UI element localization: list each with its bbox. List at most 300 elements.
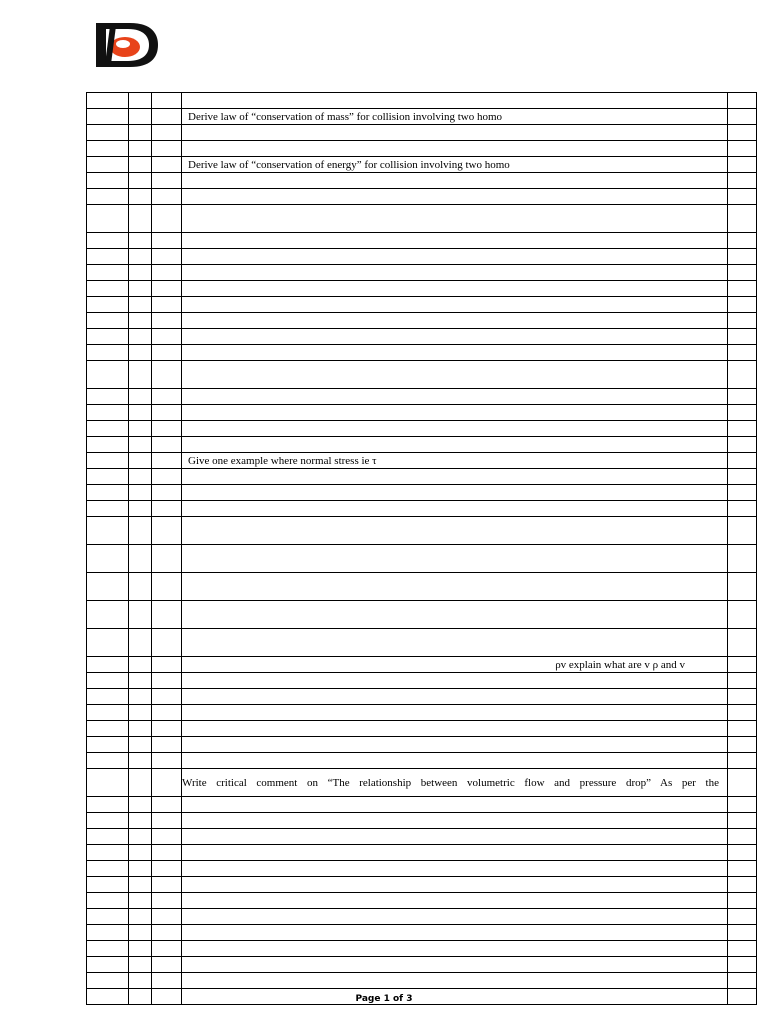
grid-cell xyxy=(728,485,757,501)
grid-cell xyxy=(129,753,152,769)
grid-cell xyxy=(728,125,757,141)
grid-cell xyxy=(87,421,129,437)
grid-cell xyxy=(129,205,152,233)
grid-cell xyxy=(129,437,152,453)
grid-cell xyxy=(87,545,129,573)
grid-cell xyxy=(152,421,182,437)
question-cell: Give one example where normal stress ie τ xyxy=(182,453,728,469)
grid-cell xyxy=(87,673,129,689)
grid-cell xyxy=(152,845,182,861)
question-cell xyxy=(182,329,728,345)
grid-cell xyxy=(129,689,152,705)
question-cell xyxy=(182,517,728,545)
table-row xyxy=(87,909,757,925)
question-cell xyxy=(182,545,728,573)
question-cell xyxy=(182,877,728,893)
question-cell xyxy=(182,957,728,973)
grid-cell xyxy=(728,657,757,673)
table-row xyxy=(87,389,757,405)
table-row xyxy=(87,829,757,845)
question-cell xyxy=(182,689,728,705)
grid-cell xyxy=(728,845,757,861)
grid-cell xyxy=(728,673,757,689)
grid-cell xyxy=(87,437,129,453)
grid-cell xyxy=(129,705,152,721)
grid-cell xyxy=(728,705,757,721)
grid-cell xyxy=(129,501,152,517)
grid-cell xyxy=(728,737,757,753)
grid-cell xyxy=(152,941,182,957)
grid-cell xyxy=(129,265,152,281)
grid-cell xyxy=(152,205,182,233)
table-row xyxy=(87,141,757,157)
grid-cell xyxy=(728,689,757,705)
question-cell xyxy=(182,421,728,437)
grid-cell xyxy=(152,189,182,205)
question-cell xyxy=(182,437,728,453)
grid-cell xyxy=(728,941,757,957)
grid-cell xyxy=(129,877,152,893)
grid-cell xyxy=(129,469,152,485)
grid-cell xyxy=(129,629,152,657)
grid-cell xyxy=(728,389,757,405)
grid-cell xyxy=(728,157,757,173)
question-cell xyxy=(182,797,728,813)
grid-cell xyxy=(728,501,757,517)
grid-cell xyxy=(129,249,152,265)
question-cell xyxy=(182,909,728,925)
question-cell xyxy=(182,361,728,389)
table-row xyxy=(87,893,757,909)
grid-cell xyxy=(152,345,182,361)
grid-cell xyxy=(129,737,152,753)
grid-cell xyxy=(152,297,182,313)
grid-cell xyxy=(728,313,757,329)
question-cell xyxy=(182,925,728,941)
grid-cell xyxy=(87,861,129,877)
grid-cell xyxy=(152,689,182,705)
grid-cell xyxy=(728,281,757,297)
grid-cell xyxy=(129,573,152,601)
question-cell xyxy=(182,189,728,205)
table-row xyxy=(87,721,757,737)
grid-cell xyxy=(129,233,152,249)
grid-cell xyxy=(87,313,129,329)
grid-cell xyxy=(152,389,182,405)
question-cell xyxy=(182,705,728,721)
table-row xyxy=(87,421,757,437)
table-row xyxy=(87,297,757,313)
grid-cell xyxy=(129,329,152,345)
grid-cell xyxy=(129,189,152,205)
grid-cell xyxy=(87,125,129,141)
grid-cell xyxy=(152,973,182,989)
question-cell xyxy=(182,281,728,297)
grid-cell xyxy=(87,517,129,545)
grid-cell xyxy=(152,673,182,689)
grid-cell xyxy=(87,877,129,893)
grid-cell xyxy=(129,657,152,673)
table-row xyxy=(87,249,757,265)
grid-cell xyxy=(87,173,129,189)
grid-cell xyxy=(87,753,129,769)
grid-cell xyxy=(87,93,129,109)
grid-cell xyxy=(129,313,152,329)
grid-cell xyxy=(87,485,129,501)
grid-cell xyxy=(152,469,182,485)
grid-cell xyxy=(87,657,129,673)
table-row xyxy=(87,329,757,345)
question-cell xyxy=(182,405,728,421)
table-row xyxy=(87,813,757,829)
grid-cell xyxy=(129,125,152,141)
grid-cell xyxy=(87,265,129,281)
grid-cell xyxy=(152,173,182,189)
grid-cell xyxy=(87,705,129,721)
grid-cell xyxy=(87,893,129,909)
grid-cell xyxy=(728,345,757,361)
grid-cell xyxy=(129,973,152,989)
grid-cell xyxy=(129,721,152,737)
grid-cell xyxy=(728,329,757,345)
grid-cell xyxy=(152,813,182,829)
grid-cell xyxy=(129,141,152,157)
table-row xyxy=(87,517,757,545)
grid-cell xyxy=(129,109,152,125)
grid-cell xyxy=(129,361,152,389)
grid-cell xyxy=(87,389,129,405)
grid-cell xyxy=(152,573,182,601)
table-row xyxy=(87,109,757,125)
table-row xyxy=(87,157,757,173)
grid-cell xyxy=(129,925,152,941)
grid-cell xyxy=(728,601,757,629)
grid-cell xyxy=(728,109,757,125)
grid-cell xyxy=(87,737,129,753)
grid-cell xyxy=(87,769,129,797)
grid-cell xyxy=(129,405,152,421)
grid-cell xyxy=(87,469,129,485)
table-row xyxy=(87,501,757,517)
question-cell xyxy=(182,721,728,737)
grid-cell xyxy=(728,421,757,437)
grid-cell xyxy=(152,925,182,941)
grid-cell xyxy=(728,893,757,909)
table-row xyxy=(87,233,757,249)
grid-cell xyxy=(87,205,129,233)
grid-cell xyxy=(87,109,129,125)
grid-cell xyxy=(152,517,182,545)
question-cell xyxy=(182,813,728,829)
grid-cell xyxy=(129,893,152,909)
question-cell xyxy=(182,141,728,157)
question-cell: ρv explain what are v ρ and v xyxy=(182,657,728,673)
question-cell xyxy=(182,345,728,361)
question-cell xyxy=(182,673,728,689)
grid-cell xyxy=(152,405,182,421)
grid-cell xyxy=(87,629,129,657)
table-row xyxy=(87,705,757,721)
grid-cell xyxy=(87,501,129,517)
question-cell xyxy=(182,753,728,769)
grid-cell xyxy=(87,249,129,265)
grid-cell xyxy=(87,689,129,705)
grid-cell xyxy=(87,573,129,601)
table-row xyxy=(87,601,757,629)
question-cell: Derive law of “conservation of energy” for collision involving two homo xyxy=(182,157,728,173)
table-row xyxy=(87,545,757,573)
question-cell xyxy=(182,573,728,601)
table-row xyxy=(87,941,757,957)
grid-cell xyxy=(129,673,152,689)
table-row xyxy=(87,925,757,941)
grid-cell xyxy=(728,93,757,109)
grid-cell xyxy=(728,173,757,189)
grid-cell xyxy=(152,545,182,573)
page-number: Page 1 of 3 xyxy=(355,994,413,1004)
grid-cell xyxy=(152,909,182,925)
grid-cell xyxy=(152,877,182,893)
table-row xyxy=(87,769,757,797)
table-row xyxy=(87,281,757,297)
grid-cell xyxy=(728,205,757,233)
grid-cell xyxy=(129,909,152,925)
question-cell xyxy=(182,297,728,313)
table-row xyxy=(87,861,757,877)
table-row xyxy=(87,405,757,421)
grid-cell xyxy=(87,297,129,313)
grid-cell xyxy=(728,861,757,877)
table-row xyxy=(87,125,757,141)
question-cell xyxy=(182,737,728,753)
table-row xyxy=(87,657,757,673)
grid-cell xyxy=(152,485,182,501)
grid-cell xyxy=(152,753,182,769)
grid-cell xyxy=(152,797,182,813)
question-cell xyxy=(182,861,728,877)
grid-cell xyxy=(152,329,182,345)
grid-cell xyxy=(152,265,182,281)
question-cell xyxy=(182,233,728,249)
grid-cell xyxy=(129,485,152,501)
question-cell xyxy=(182,93,728,109)
table-row xyxy=(87,737,757,753)
table-row xyxy=(87,797,757,813)
grid-cell xyxy=(728,405,757,421)
question-cell xyxy=(182,469,728,485)
grid-cell xyxy=(152,629,182,657)
grid-cell xyxy=(87,721,129,737)
grid-cell xyxy=(152,893,182,909)
grid-cell xyxy=(129,173,152,189)
grid-cell xyxy=(152,705,182,721)
grid-cell xyxy=(728,189,757,205)
table-row xyxy=(87,205,757,233)
table-row xyxy=(87,361,757,389)
question-cell xyxy=(182,173,728,189)
grid-cell xyxy=(152,829,182,845)
grid-cell xyxy=(152,233,182,249)
grid-cell xyxy=(87,601,129,629)
grid-cell xyxy=(728,957,757,973)
grid-cell xyxy=(152,157,182,173)
table-row xyxy=(87,957,757,973)
grid-cell xyxy=(152,769,182,797)
grid-cell xyxy=(129,421,152,437)
grid-cell xyxy=(87,141,129,157)
grid-cell xyxy=(87,157,129,173)
grid-cell xyxy=(728,973,757,989)
grid-cell xyxy=(728,141,757,157)
grid-cell xyxy=(129,545,152,573)
grid-cell xyxy=(129,297,152,313)
question-cell xyxy=(182,941,728,957)
grid-cell xyxy=(728,573,757,601)
table-row xyxy=(87,265,757,281)
grid-cell xyxy=(728,437,757,453)
company-logo xyxy=(92,20,160,70)
grid-cell xyxy=(728,721,757,737)
question-cell xyxy=(182,629,728,657)
grid-cell xyxy=(87,845,129,861)
question-cell xyxy=(182,485,728,501)
grid-cell xyxy=(152,125,182,141)
grid-cell xyxy=(728,753,757,769)
table-row xyxy=(87,973,757,989)
question-cell: Derive law of “conservation of mass” for collision involving two homo xyxy=(182,109,728,125)
grid-cell xyxy=(728,769,757,797)
grid-cell xyxy=(87,453,129,469)
grid-cell xyxy=(728,829,757,845)
table-row xyxy=(87,877,757,893)
grid-cell xyxy=(129,941,152,957)
grid-cell xyxy=(728,361,757,389)
table-row xyxy=(87,845,757,861)
grid-cell xyxy=(728,297,757,313)
grid-cell xyxy=(152,109,182,125)
question-cell xyxy=(182,829,728,845)
grid-cell xyxy=(87,361,129,389)
grid-cell xyxy=(728,909,757,925)
grid-cell xyxy=(152,281,182,297)
grid-cell xyxy=(87,233,129,249)
grid-cell xyxy=(87,281,129,297)
grid-cell xyxy=(129,601,152,629)
grid-cell xyxy=(152,737,182,753)
grid-cell xyxy=(728,797,757,813)
grid-cell xyxy=(87,909,129,925)
grid-cell xyxy=(129,797,152,813)
grid-cell xyxy=(87,925,129,941)
grid-cell xyxy=(129,861,152,877)
grid-cell xyxy=(728,233,757,249)
grid-cell xyxy=(129,93,152,109)
grid-cell xyxy=(152,601,182,629)
grid-cell xyxy=(87,189,129,205)
question-cell xyxy=(182,601,728,629)
table-row xyxy=(87,753,757,769)
grid-cell xyxy=(152,501,182,517)
grid-cell xyxy=(152,93,182,109)
question-cell xyxy=(182,389,728,405)
grid-cell xyxy=(129,829,152,845)
grid-cell xyxy=(87,329,129,345)
grid-cell xyxy=(152,249,182,265)
grid-cell xyxy=(129,769,152,797)
question-cell xyxy=(182,205,728,233)
question-cell xyxy=(182,845,728,861)
grid-cell xyxy=(129,281,152,297)
table-row xyxy=(87,93,757,109)
grid-cell xyxy=(129,453,152,469)
question-cell xyxy=(182,893,728,909)
table-row xyxy=(87,345,757,361)
grid-cell xyxy=(87,957,129,973)
grid-cell xyxy=(152,141,182,157)
grid-cell xyxy=(87,813,129,829)
question-cell xyxy=(182,501,728,517)
question-cell xyxy=(182,265,728,281)
grid-cell xyxy=(728,813,757,829)
table-row xyxy=(87,629,757,657)
grid-cell xyxy=(129,813,152,829)
grid-cell xyxy=(87,941,129,957)
grid-cell xyxy=(152,721,182,737)
grid-cell xyxy=(152,957,182,973)
question-grid xyxy=(86,92,757,1005)
table-row xyxy=(87,453,757,469)
table-row xyxy=(87,485,757,501)
grid-cell xyxy=(87,345,129,361)
table-row xyxy=(87,189,757,205)
grid-cell xyxy=(129,957,152,973)
question-cell xyxy=(182,769,728,797)
grid-cell xyxy=(728,469,757,485)
question-text: Write critical comment on “The relationship between volumetric flow and pressure drop” As per the xyxy=(182,776,719,789)
grid-cell xyxy=(87,405,129,421)
grid-cell xyxy=(152,453,182,469)
grid-cell xyxy=(129,845,152,861)
grid-cell xyxy=(129,157,152,173)
grid-cell xyxy=(152,861,182,877)
grid-cell xyxy=(728,629,757,657)
grid-cell xyxy=(129,345,152,361)
table-row xyxy=(87,673,757,689)
grid-cell xyxy=(87,973,129,989)
grid-cell xyxy=(87,829,129,845)
table-row xyxy=(87,573,757,601)
question-cell xyxy=(182,973,728,989)
table-row xyxy=(87,313,757,329)
question-cell xyxy=(182,125,728,141)
grid-cell xyxy=(129,517,152,545)
grid-cell xyxy=(728,265,757,281)
grid-cell xyxy=(152,361,182,389)
question-cell xyxy=(182,313,728,329)
grid-cell xyxy=(728,249,757,265)
grid-cell xyxy=(728,517,757,545)
grid-cell xyxy=(728,545,757,573)
grid-cell xyxy=(152,437,182,453)
table-row xyxy=(87,689,757,705)
question-cell xyxy=(182,249,728,265)
grid-cell xyxy=(728,877,757,893)
grid-cell xyxy=(129,389,152,405)
grid-cell xyxy=(728,453,757,469)
table-row xyxy=(87,437,757,453)
table-row xyxy=(87,173,757,189)
grid-cell xyxy=(152,313,182,329)
